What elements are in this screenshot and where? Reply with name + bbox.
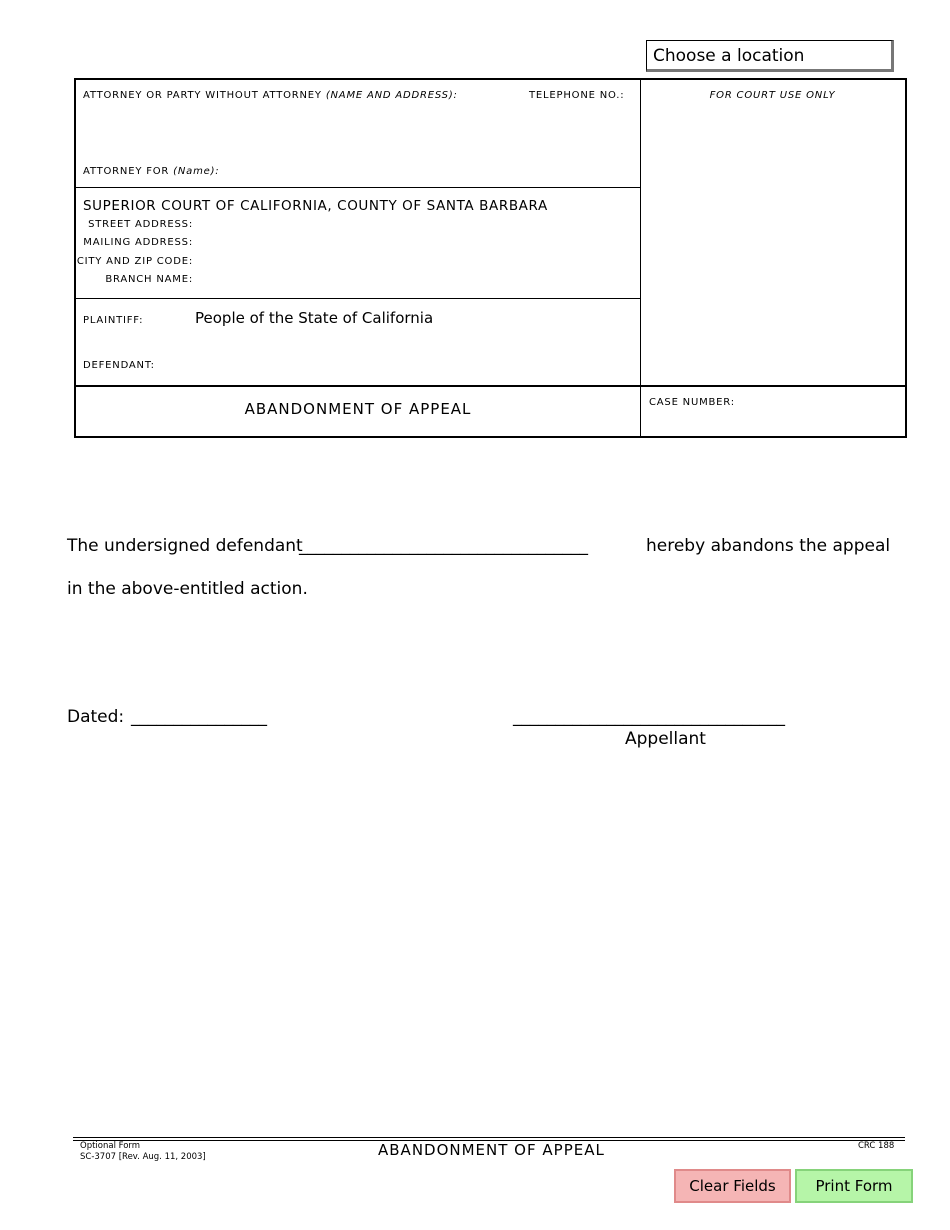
attorney-for-italic: (Name):: [173, 166, 220, 177]
plaintiff-label: PLAINTIFF:: [83, 315, 144, 326]
form-title: ABANDONMENT OF APPEAL: [244, 400, 472, 418]
footer-title: ABANDONMENT OF APPEAL: [378, 1141, 605, 1159]
court-title: SUPERIOR COURT OF CALIFORNIA, COUNTY OF SANTA BARBARA: [83, 198, 548, 214]
body-line-1-prefix: The undersigned defendant: [67, 536, 303, 556]
form-id-label: SC-3707 [Rev. Aug. 11, 2003]: [80, 1152, 206, 1162]
caption-box: [74, 78, 907, 438]
dated-field[interactable]: ________________: [131, 707, 267, 727]
mailing-address-label: MAILING ADDRESS:: [83, 237, 193, 248]
print-form-button[interactable]: Print Form: [795, 1169, 913, 1203]
signature-field[interactable]: ________________________________: [513, 707, 785, 727]
case-number-label: CASE NUMBER:: [649, 397, 735, 408]
clear-fields-button[interactable]: Clear Fields: [674, 1169, 791, 1203]
court-use-label: [640, 90, 905, 101]
caption-divider: [76, 385, 905, 387]
telephone-label: TELEPHONE NO.:: [529, 90, 625, 101]
street-address-label: STREET ADDRESS:: [88, 219, 193, 230]
attorney-label-text: ATTORNEY OR PARTY WITHOUT ATTORNEY: [83, 90, 322, 101]
attorney-label-italic: (NAME AND ADDRESS):: [325, 90, 458, 101]
dated-label: Dated:: [67, 707, 125, 727]
body-line-1-suffix: hereby abandons the appeal: [646, 536, 891, 556]
appellant-label: Appellant: [625, 729, 706, 749]
optional-form-label: Optional Form: [80, 1141, 141, 1151]
court-use-text: FOR COURT USE ONLY: [709, 90, 836, 101]
defendant-name-field[interactable]: __________________________________: [299, 536, 588, 556]
attorney-for-label: [83, 166, 219, 177]
plaintiff-value: People of the State of California: [195, 309, 434, 327]
branch-name-label: BRANCH NAME:: [105, 274, 193, 285]
caption-divider: [76, 298, 640, 299]
caption-divider-vertical: [640, 80, 641, 436]
body-line-2: in the above-entitled action.: [67, 579, 308, 599]
defendant-label: DEFENDANT:: [83, 360, 155, 371]
location-select[interactable]: Choose a location: [646, 40, 894, 72]
attorney-label: [83, 90, 458, 101]
rule-reference: CRC 188: [858, 1141, 895, 1151]
attorney-for-text: ATTORNEY FOR: [83, 166, 170, 177]
footer-rule: [73, 1137, 905, 1138]
city-zip-label: CITY AND ZIP CODE:: [76, 256, 193, 267]
caption-divider: [76, 187, 640, 188]
